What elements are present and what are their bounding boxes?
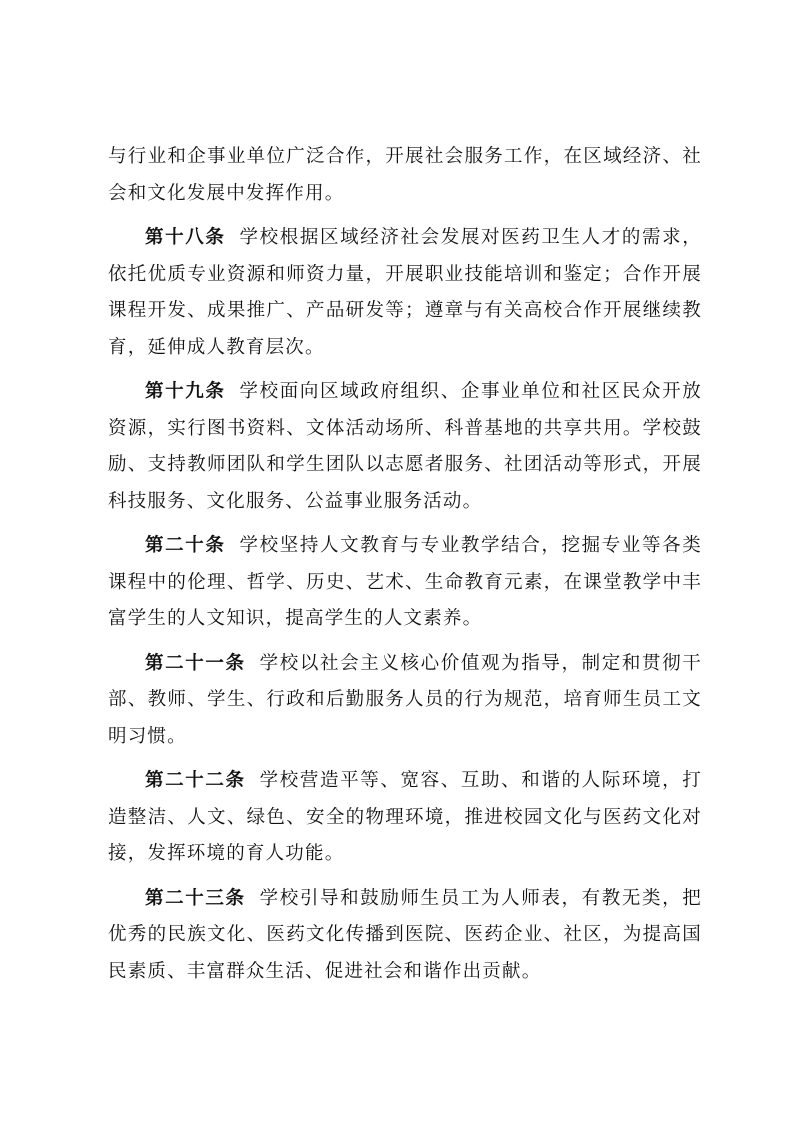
article-number: 第二十一条	[145, 652, 246, 674]
article-20	[108, 528, 702, 638]
article-text: 学校根据区域经济社会发展对医药卫生人才的需求，依托优质专业资源和师资力量，开展职业技能培训和鉴定；合作开展课程开发、成果推广、产品研发等；遵章与有关高校合作开展继续教育，延伸成人教育层次。	[108, 227, 702, 358]
article-23	[108, 881, 702, 991]
article-text: 学校以社会主义核心价值观为指导，制定和贯彻干部、教师、学生、行政和后勤服务人员的行为规范，培育师生员工文明习惯。	[108, 652, 702, 747]
article-22	[108, 763, 702, 873]
article-21	[108, 646, 702, 756]
paragraph-continuation	[108, 139, 702, 212]
article-text: 学校引导和鼓励师生员工为人师表，有教无类，把优秀的民族文化、医药文化传播到医院、医药企业、社区，为提高国民素质、丰富群众生活、促进社会和谐作出贡献。	[108, 887, 702, 982]
article-18	[108, 220, 702, 366]
article-text: 学校营造平等、宽容、互助、和谐的人际环境，打造整洁、人文、绿色、安全的物理环境，推进校园文化与医药文化对接，发挥环境的育人功能。	[108, 770, 702, 864]
paragraph-text: 与行业和企事业单位广泛合作，开展社会服务工作，在区域经济、社会和文化发展中发挥作用。	[108, 146, 702, 204]
article-number: 第十八条	[145, 227, 226, 248]
article-text: 学校面向区域政府组织、企事业单位和社区民众开放资源，实行图书资料、文体活动场所、科普基地的共享共用。学校鼓励、支持教师团队和学生团队以志愿者服务、社团活动等形式，开展科技服务、文化服务、公益事业服务活动。	[108, 381, 702, 512]
document-page	[108, 139, 702, 998]
article-number: 第二十二条	[145, 770, 246, 791]
article-19	[108, 374, 702, 520]
article-number: 第二十条	[145, 535, 226, 556]
article-number: 第二十三条	[145, 887, 246, 909]
article-number: 第十九条	[145, 381, 226, 402]
article-text: 学校坚持人文教育与专业教学结合，挖掘专业等各类课程中的伦理、哲学、历史、艺术、生命教育元素，在课堂教学中丰富学生的人文知识，提高学生的人文素养。	[108, 535, 702, 629]
